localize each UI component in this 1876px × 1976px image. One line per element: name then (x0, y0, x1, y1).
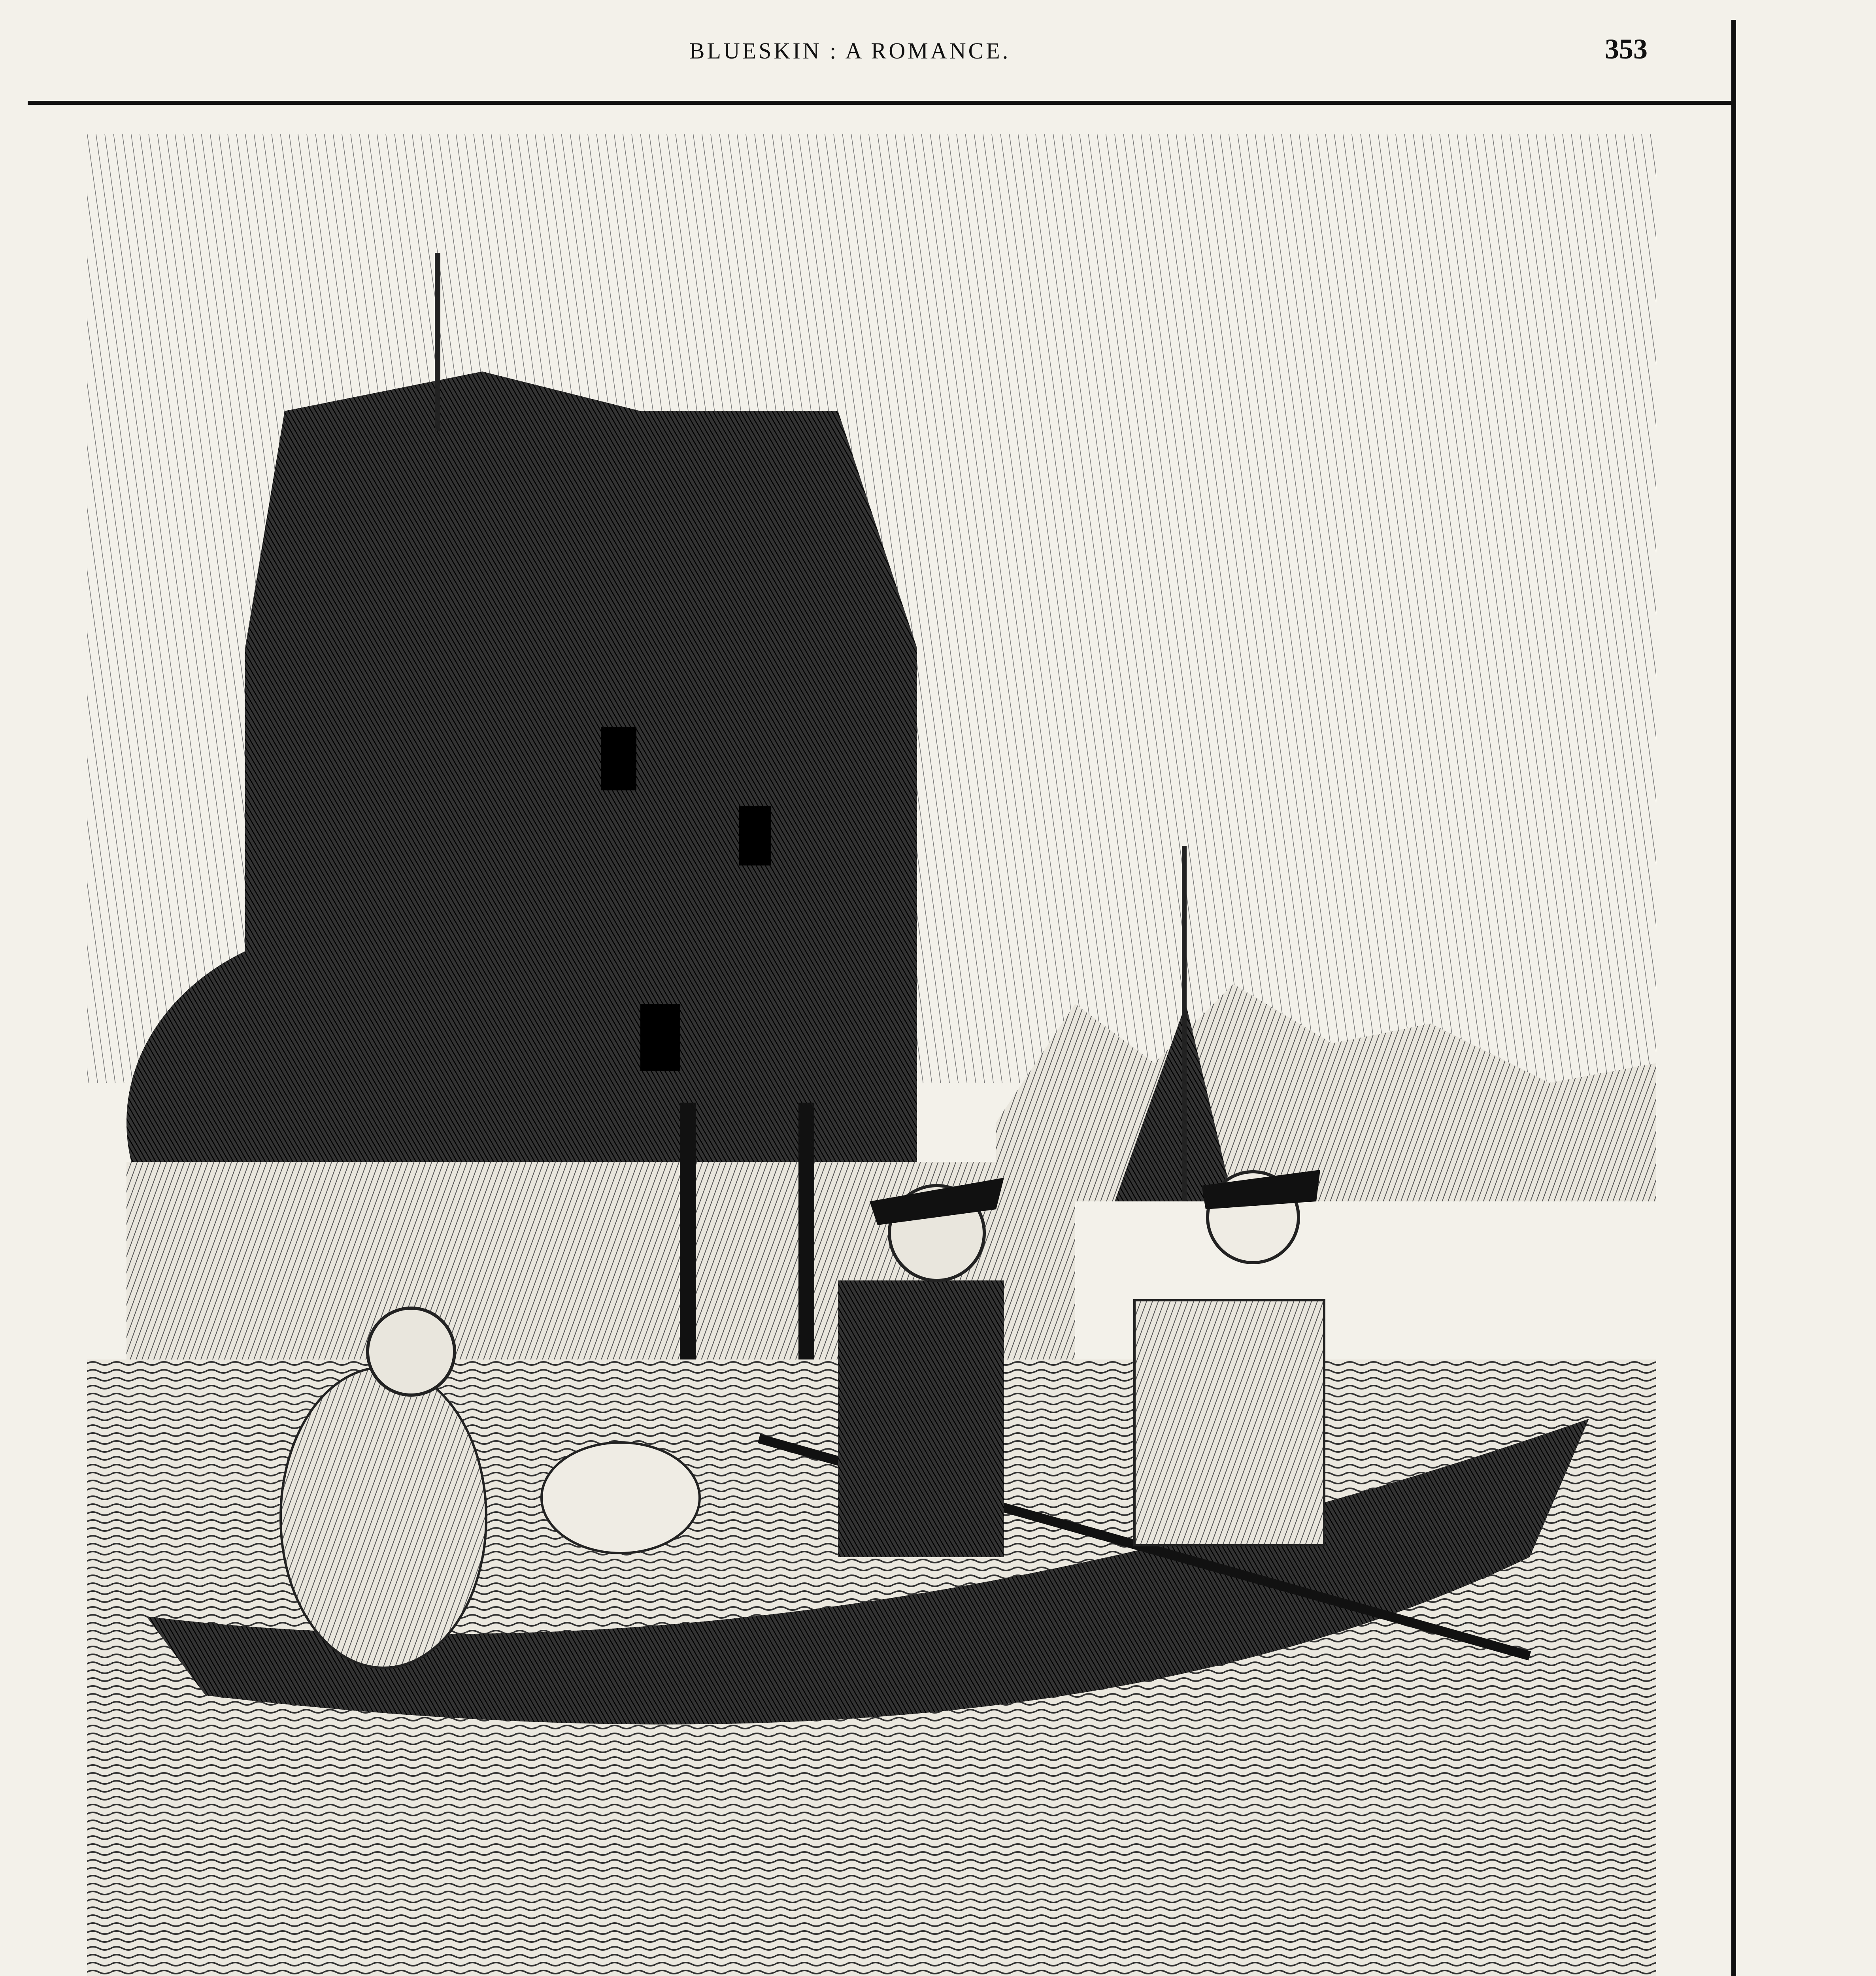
running-title: BLUESKIN : A ROMANCE. (689, 38, 1011, 64)
woman-head (368, 1308, 455, 1395)
wharf-post (680, 1103, 696, 1379)
running-header (0, 33, 1876, 73)
ship-mast (1182, 846, 1187, 1201)
wharf-post (798, 1103, 814, 1379)
jack-figure (1134, 1300, 1324, 1545)
right-margin-rule (1731, 20, 1736, 1976)
woman-figure (281, 1367, 486, 1668)
tower-window (601, 727, 636, 790)
header-rule (28, 101, 1735, 105)
page-number: 353 (1605, 33, 1648, 65)
engraving-illustration (87, 134, 1656, 1976)
tower-window (640, 1004, 680, 1071)
blueskin-figure (838, 1280, 1004, 1557)
flagpole (435, 253, 440, 431)
bundle (542, 1442, 700, 1553)
tower-window (739, 806, 771, 865)
